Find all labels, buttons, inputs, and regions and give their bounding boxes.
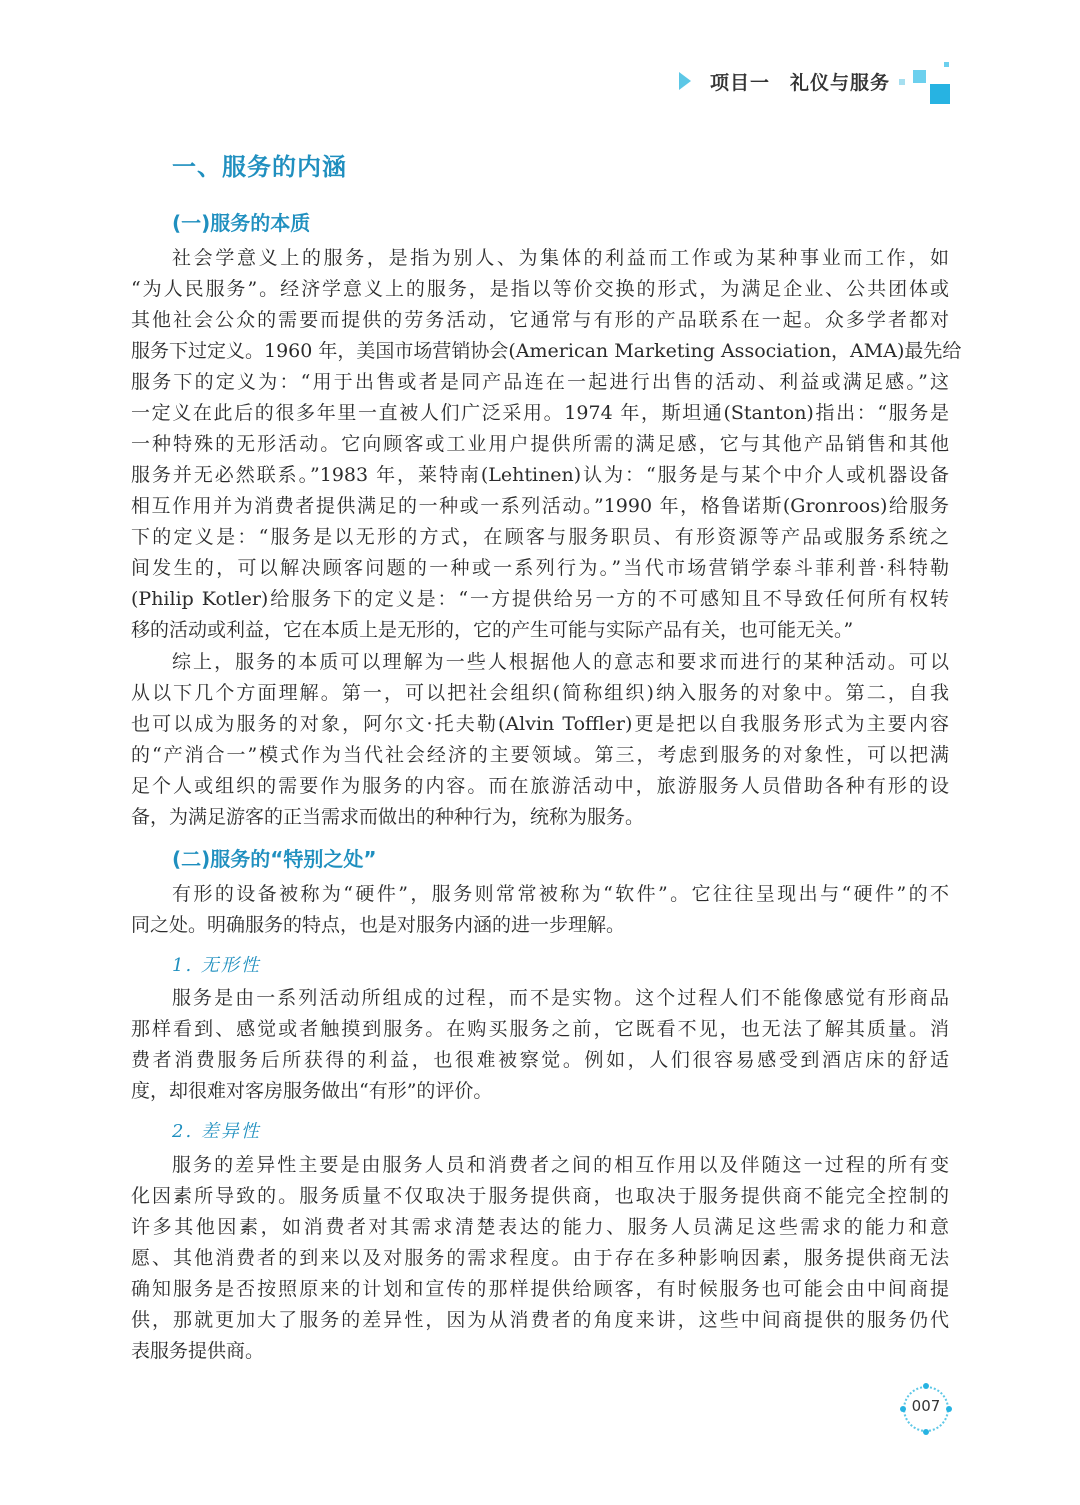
- text-line: 表服务提供商。: [131, 1340, 265, 1362]
- section-heading: 一、服务的内涵: [172, 153, 347, 181]
- text-line: 其他社会公众的需要而提供的劳务活动，它通常与有形的产品联系在一起。众多学者都对: [131, 309, 949, 331]
- text-line: 服务并无必然联系。”1983 年，莱特南(Lehtinen)认为：“服务是与某个中介人或机器设备: [131, 464, 949, 486]
- text-line: 愿、其他消费者的到来以及对服务的需求程度。由于存在多种影响因素，服务提供商无法: [131, 1247, 949, 1269]
- paragraph: [131, 983, 949, 1107]
- text-line: 一种特殊的无形活动。它向顾客或工业用户提供所需的满足感，它与其他产品销售和其他: [131, 433, 949, 455]
- text-line: 供，那就更加大了服务的差异性，因为从消费者的角度来讲，这些中间商提供的服务仍代: [131, 1309, 949, 1331]
- dot-icon: [923, 1383, 929, 1389]
- text-line: 社会学意义上的服务，是指为别人、为集体的利益而工作或为某种事业而工作，如: [172, 247, 949, 269]
- text-line: 的“产消合一”模式作为当代社会经济的主要领域。第三，考虑到服务的对象性，可以把满: [131, 744, 949, 766]
- dot-icon: [923, 1429, 929, 1435]
- text-line: 确知服务是否按照原来的计划和宣传的那样提供给顾客，有时候服务也可能会由中间商提: [131, 1278, 949, 1300]
- text-line: 化因素所导致的。服务质量不仅取决于服务提供商，也取决于服务提供商不能完全控制的: [131, 1185, 949, 1207]
- text-line: 有形的设备被称为“硬件”，服务则常常被称为“软件”。它往往呈现出与“硬件”的不: [172, 883, 949, 905]
- running-header: [0, 62, 1080, 112]
- text-line: 移的活动或利益，它在本质上是无形的，它的产生可能与实际产品有关，也可能无关。”: [131, 619, 854, 641]
- text-line: (Philip Kotler)给服务下的定义是：“一方提供给另一方的不可感知且不导致任何所有权转: [131, 588, 949, 610]
- subsection-heading: (一)服务的本质: [172, 211, 311, 235]
- subsection-heading: (二)服务的“特别之处”: [172, 847, 377, 871]
- paragraph: [131, 879, 949, 941]
- decorative-square-icon: [913, 70, 926, 83]
- text-line: 一定义在此后的很多年里一直被人们广泛采用。1974 年，斯坦通(Stanton)指出：“服务是: [131, 402, 949, 424]
- decorative-square-icon: [930, 84, 950, 104]
- text-line: 足个人或组织的需要作为服务的内容。而在旅游活动中，旅游服务人员借助各种有形的设: [131, 775, 949, 797]
- text-line: 同之处。明确服务的特点，也是对服务内涵的进一步理解。: [131, 914, 626, 936]
- text-line: 服务下过定义。1960 年，美国市场营销协会(American Marketing Association，AMA)最先给: [131, 340, 962, 362]
- paragraph: [131, 1150, 949, 1367]
- text-line: 相互作用并为消费者提供满足的一种或一系列活动。”1990 年，格鲁诺斯(Gronroos)给服务: [131, 495, 949, 517]
- text-line: 度，却很难对客房服务做出“有形”的评价。: [131, 1080, 493, 1102]
- text-line: 备，为满足游客的正当需求而做出的种种行为，统称为服务。: [131, 806, 645, 828]
- text-line: 许多其他因素，如消费者对其需求清楚表达的能力、服务人员满足这些需求的能力和意: [131, 1216, 949, 1238]
- point-heading: 2. 差异性: [172, 1121, 261, 1142]
- running-header-title: 项目一 礼仪与服务: [710, 72, 891, 94]
- page-number: 007: [911, 1397, 941, 1415]
- text-line: 从以下几个方面理解。第一，可以把社会组织(简称组织)纳入服务的对象中。第二，自我: [131, 682, 949, 704]
- decorative-square-icon: [944, 62, 949, 67]
- text-line: 间发生的，可以解决顾客问题的一种或一系列行为。”当代市场营销学泰斗菲利普·科特勒: [131, 557, 949, 579]
- text-line: “为人民服务”。经济学意义上的服务，是指以等价交换的形式，为满足企业、公共团体或: [131, 278, 949, 300]
- text-line: 服务是由一系列活动所组成的过程，而不是实物。这个过程人们不能像感觉有形商品: [172, 987, 949, 1009]
- text-line: 费者消费服务后所获得的利益，也很难被察觉。例如，人们很容易感受到酒店床的舒适: [131, 1049, 949, 1071]
- text-line: 那样看到、感觉或者触摸到服务。在购买服务之前，它既看不见，也无法了解其质量。消: [131, 1018, 949, 1040]
- text-line: 综上，服务的本质可以理解为一些人根据他人的意志和要求而进行的某种活动。可以: [172, 651, 949, 673]
- paragraph: [131, 243, 962, 646]
- point-heading: 1. 无形性: [172, 955, 261, 976]
- text-line: 服务的差异性主要是由服务人员和消费者之间的相互作用以及伴随这一过程的所有变: [172, 1154, 949, 1176]
- decorative-square-icon: [899, 79, 905, 85]
- text-line: 也可以成为服务的对象，阿尔文·托夫勒(Alvin Toffler)更是把以自我服务形式为主要内容: [131, 713, 949, 735]
- play-arrow-icon: [679, 72, 691, 90]
- paragraph: [131, 647, 949, 833]
- text-line: 服务下的定义为：“用于出售或者是同产品连在一起进行出售的活动、利益或满足感。”这: [131, 371, 949, 393]
- page-number-badge: [903, 1386, 949, 1432]
- text-line: 下的定义是：“服务是以无形的方式，在顾客与服务职员、有形资源等产品或服务系统之: [131, 526, 949, 548]
